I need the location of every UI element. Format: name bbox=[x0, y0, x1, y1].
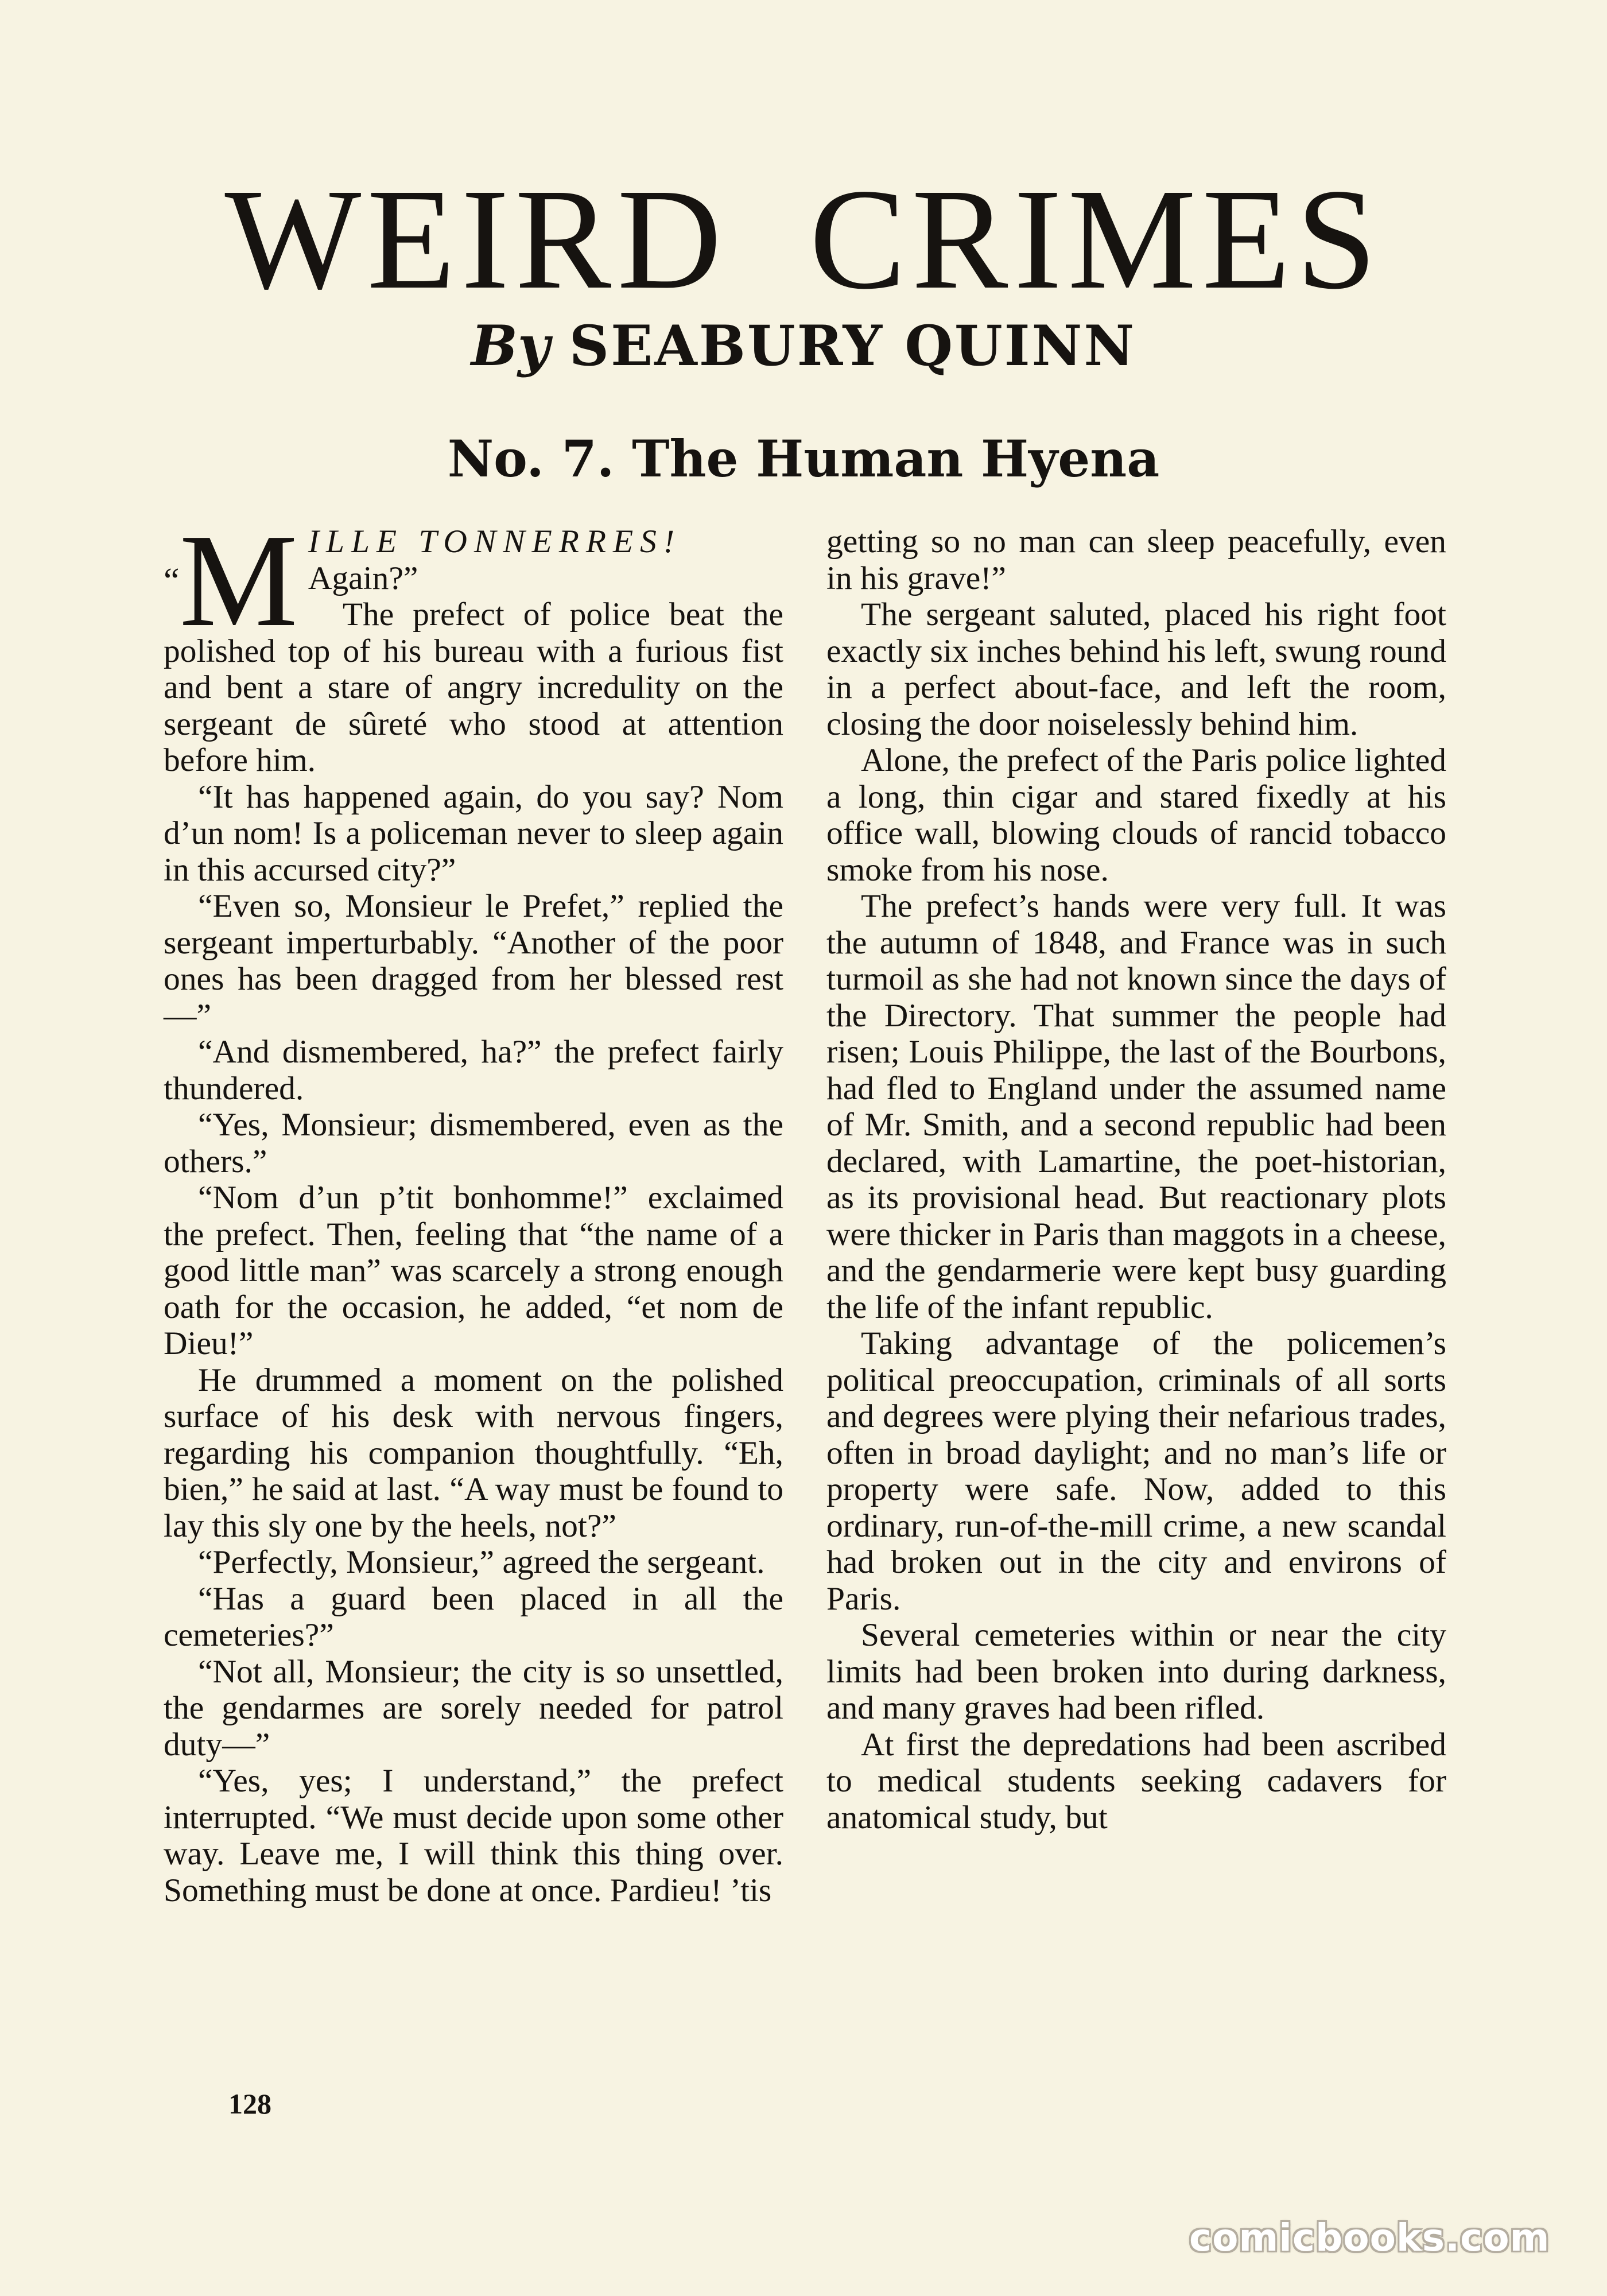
paragraph: “And dismembered, ha?” the prefect fairly thundered. bbox=[164, 1034, 783, 1107]
drop-cap: “M bbox=[164, 507, 298, 654]
paragraph: He drummed a moment on the polished surface of his desk with nervous fingers, regarding his companion thoughtfully. “Eh, bien,” he said at last. “A way must be found to lay this sly one by the heels, not?” bbox=[164, 1362, 783, 1544]
opening-paragraph bbox=[164, 507, 783, 779]
paragraph: The sergeant saluted, placed his right foot exactly six inches behind his left, swung round in a perfect about-face, and left the room, closing the door noiselessly behind him. bbox=[826, 596, 1446, 742]
paragraph: Several cemeteries within or near the city limits had been broken into during darkness, and many graves had been rifled. bbox=[826, 1617, 1446, 1726]
story-title: WEIRD CRIMES bbox=[224, 158, 1383, 319]
paragraph: The prefect’s hands were very full. It was the autumn of 1848, and France was in such turmoil as she had not known since the days of the Directory. That summer the people had risen; Louis Philippe, the last of the Bourbons, had fled to England under the assumed name of Mr. Smith, and a second republic had been declared, with Lamartine, the poet-historian, as its provisional head. But reactionary plots were thicker in Paris than maggots in a cheese, and the gendarmerie were kept busy guarding the life of the infant republic. bbox=[826, 888, 1446, 1325]
paragraph: “Perfectly, Monsieur,” agreed the sergeant. bbox=[198, 1544, 765, 1580]
byline-by: By bbox=[471, 313, 550, 378]
opening-caps: ILLE TONNERRES! bbox=[308, 523, 681, 560]
byline bbox=[0, 313, 1607, 378]
paragraph: “Not all, Monsieur; the city is so unsettled, the gendarmes are sorely needed for patrol duty—” bbox=[164, 1653, 783, 1763]
opening-text: The prefect of police beat the polished top of his bureau with a furious fist and bent a stare of angry incredulity on the sergeant de sûreté who stood at attention before him. bbox=[164, 596, 783, 778]
right-column bbox=[826, 523, 1446, 1836]
paragraph: “Yes, yes; I understand,” the prefect interrupted. “We must decide upon some other way. Leave me, I will think this thing over. Something must be done at once. Pardieu! ’tis bbox=[164, 1763, 783, 1909]
watermark: comicbooks.com bbox=[1189, 2216, 1550, 2260]
paragraph: “It has happened again, do you say? Nom d’un nom! Is a policeman never to sleep again in this accursed city?” bbox=[164, 778, 783, 888]
paragraph: “Has a guard been placed in all the cemeteries?” bbox=[164, 1580, 783, 1653]
author-name: SEABURY QUINN bbox=[569, 313, 1136, 378]
page-number: 128 bbox=[228, 2088, 271, 2120]
chapter-subtitle: No. 7. The Human Hyena bbox=[447, 429, 1160, 488]
paragraph-continued: getting so no man can sleep peacefully, even in his grave!” bbox=[826, 523, 1446, 596]
paragraph: Taking advantage of the policemen’s political preoccupation, criminals of all sorts and degrees were plying their nefarious trades, often in broad daylight; and no man’s life or property were safe. Now, added to this ordinary, run-of-the-mill crime, a new scandal had broken out in the city and environs of Paris. bbox=[826, 1325, 1446, 1617]
left-column bbox=[164, 507, 783, 1909]
opening-again: Again?” bbox=[308, 560, 418, 596]
paragraph: “Yes, Monsieur; dismembered, even as the others.” bbox=[164, 1107, 783, 1180]
paragraph: “Even so, Monsieur le Prefet,” replied the sergeant imperturbably. “Another of the poor ones has been dragged from her blessed rest—” bbox=[164, 888, 783, 1034]
paragraph: Alone, the prefect of the Paris police lighted a long, thin cigar and stared fixedly at his office wall, blowing clouds of rancid tobacco smoke from his nose. bbox=[826, 742, 1446, 888]
paragraph: At first the depredations had been ascribed to medical students seeking cadavers for anatomical study, but bbox=[826, 1726, 1446, 1836]
paragraph: “Nom d’un p’tit bonhomme!” exclaimed the prefect. Then, feeling that “the name of a good little man” was scarcely a strong enough oath for the occasion, he added, “et nom de Dieu!” bbox=[164, 1180, 783, 1362]
